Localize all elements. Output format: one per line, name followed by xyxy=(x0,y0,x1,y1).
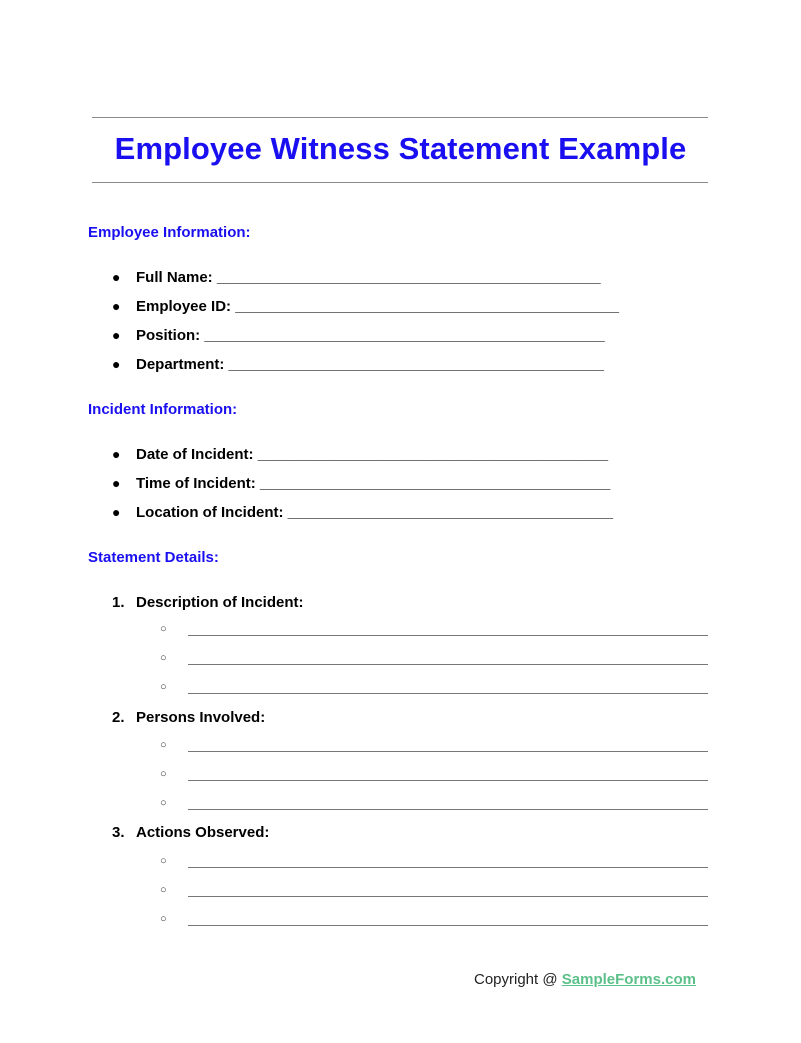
field-position[interactable]: ● Position: ________________________________________________ xyxy=(112,327,605,344)
circle-bullet-icon: ○ xyxy=(160,884,167,896)
answer-line[interactable] xyxy=(160,855,708,873)
answer-line[interactable] xyxy=(160,681,708,699)
answer-line[interactable] xyxy=(160,913,708,931)
circle-bullet-icon: ○ xyxy=(160,768,167,780)
field-employee-id[interactable]: ● Employee ID: ______________________________________________ xyxy=(112,298,619,315)
title-divider xyxy=(92,182,708,183)
bullet-icon: ● xyxy=(112,475,121,491)
bullet-icon: ● xyxy=(112,269,121,285)
section-heading-incident: Incident Information: xyxy=(88,401,238,418)
statement-item-actions: 3. Actions Observed: xyxy=(112,824,270,841)
answer-line[interactable] xyxy=(160,797,708,815)
field-time-of-incident[interactable]: ● Time of Incident: __________________________________________ xyxy=(112,475,611,492)
bullet-icon: ● xyxy=(112,504,121,520)
circle-bullet-icon: ○ xyxy=(160,739,167,751)
bullet-icon: ● xyxy=(112,446,121,462)
circle-bullet-icon: ○ xyxy=(160,855,167,867)
statement-item-description: 1. Description of Incident: xyxy=(112,594,304,611)
circle-bullet-icon: ○ xyxy=(160,797,167,809)
page-title: Employee Witness Statement Example xyxy=(114,131,687,166)
section-heading-employee: Employee Information: xyxy=(88,224,251,241)
circle-bullet-icon: ○ xyxy=(160,681,167,693)
answer-line[interactable] xyxy=(160,652,708,670)
bullet-icon: ● xyxy=(112,356,121,372)
circle-bullet-icon: ○ xyxy=(160,913,167,925)
circle-bullet-icon: ○ xyxy=(160,652,167,664)
field-date-of-incident[interactable]: ● Date of Incident: __________________________________________ xyxy=(112,446,609,463)
statement-item-persons: 2. Persons Involved: xyxy=(112,709,266,726)
field-department[interactable]: ● Department: _____________________________________________ xyxy=(112,356,604,373)
circle-bullet-icon: ○ xyxy=(160,623,167,635)
bullet-icon: ● xyxy=(112,327,121,343)
field-location-of-incident[interactable]: ● Location of Incident: _______________________________________ xyxy=(112,504,614,521)
field-full-name[interactable]: ● Full Name: ______________________________________________ xyxy=(112,269,601,286)
answer-line[interactable] xyxy=(160,768,708,786)
bullet-icon: ● xyxy=(112,298,121,314)
answer-line[interactable] xyxy=(160,623,708,641)
answer-line[interactable] xyxy=(160,739,708,757)
answer-line[interactable] xyxy=(160,884,708,902)
copyright-footer: Copyright @ SampleForms.com xyxy=(474,971,696,988)
brand-link[interactable]: SampleForms.com xyxy=(561,971,696,988)
top-divider xyxy=(92,117,708,118)
section-heading-statement: Statement Details: xyxy=(88,549,219,566)
